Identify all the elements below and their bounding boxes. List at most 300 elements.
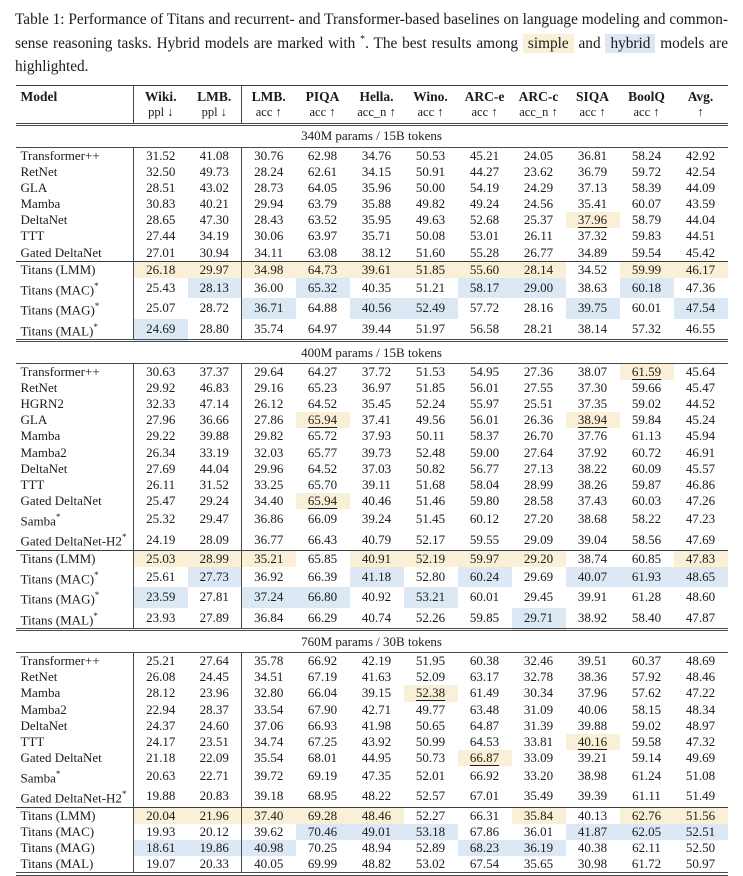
value-cell: 29.82 [254, 428, 284, 444]
value-cell: 66.92 [307, 653, 338, 669]
value-cell: 60.09 [631, 460, 662, 476]
table-row [16, 245, 728, 262]
model-name: RetNet [16, 164, 134, 180]
value-cell: 67.86 [469, 823, 500, 839]
value-cell: 31.39 [523, 717, 554, 733]
col-sublabel: acc_n ↑ [357, 104, 396, 119]
value-cell: 38.63 [577, 279, 608, 295]
col-label: Avg. [687, 88, 714, 104]
table-row [16, 278, 728, 298]
value-cell: 23.96 [188, 685, 242, 701]
value-cell: 37.24 [242, 587, 296, 607]
value-cell: 37.03 [361, 460, 392, 476]
value-cell: 65.85 [296, 550, 350, 567]
value-cell: 25.43 [146, 279, 176, 295]
value-cell: 29.24 [188, 493, 242, 509]
value-cell: 45.64 [685, 364, 716, 380]
col-header-boolq [620, 85, 674, 124]
value-cell: 50.99 [415, 733, 446, 749]
value-cell: 47.87 [685, 609, 716, 625]
value-cell: 46.17 [674, 261, 728, 278]
value-cell: 44.51 [685, 228, 716, 244]
section-title: 760M params / 30B tokens [16, 630, 728, 653]
value-cell: 60.01 [469, 589, 500, 605]
value-cell: 27.69 [146, 460, 176, 476]
value-cell: 58.56 [631, 531, 662, 547]
hybrid-marker: * [94, 569, 99, 580]
value-cell: 34.52 [566, 261, 620, 278]
value-cell: 36.79 [577, 164, 608, 180]
value-cell: 47.36 [685, 279, 716, 295]
section-title: 340M params / 15B tokens [16, 124, 728, 147]
model-name: TTT [16, 477, 134, 493]
value-cell: 32.03 [254, 444, 284, 460]
value-cell: 48.69 [685, 653, 716, 669]
model-name: DeltaNet [16, 212, 134, 228]
col-sublabel: acc ↑ [633, 104, 660, 119]
value-cell: 25.32 [146, 511, 176, 527]
value-cell: 57.72 [469, 300, 500, 316]
value-cell: 29.47 [188, 509, 242, 529]
value-cell: 35.74 [254, 320, 284, 336]
value-cell: 36.01 [523, 823, 554, 839]
value-cell: 61.72 [620, 856, 674, 874]
col-label: SIQA [575, 88, 609, 104]
value-cell: 61.49 [469, 685, 500, 701]
value-cell: 61.93 [620, 567, 674, 587]
value-cell: 39.51 [577, 653, 608, 669]
table-row [16, 824, 728, 840]
value-cell: 44.52 [685, 396, 716, 412]
value-cell: 25.03 [134, 550, 188, 567]
value-cell: 26.11 [146, 476, 176, 492]
value-cell: 31.52 [146, 148, 176, 163]
value-cell: 38.22 [577, 460, 608, 476]
table-row [16, 608, 728, 630]
value-cell: 45.57 [685, 460, 716, 476]
value-cell: 34.76 [361, 148, 392, 163]
value-cell: 59.84 [631, 412, 662, 428]
hybrid-marker: * [55, 511, 61, 522]
value-cell: 61.24 [631, 768, 662, 784]
model-name: Titans (MAL)* [16, 319, 134, 341]
results-table [16, 85, 728, 876]
value-cell: 61.11 [632, 788, 661, 804]
value-cell: 47.35 [361, 768, 392, 784]
value-cell: 46.86 [685, 476, 716, 492]
value-cell: 37.76 [577, 428, 608, 444]
value-cell: 60.38 [469, 653, 500, 669]
value-cell: 25.07 [146, 300, 176, 316]
value-cell: 41.87 [566, 824, 620, 840]
value-cell: 52.89 [415, 839, 446, 855]
col-label: BoolQ [628, 88, 665, 104]
col-header-avg [674, 85, 728, 124]
value-cell: 42.92 [685, 148, 716, 163]
value-cell: 29.00 [512, 278, 566, 298]
value-cell: 66.31 [458, 807, 512, 824]
value-cell: 34.74 [254, 733, 284, 749]
value-cell: 31.52 [188, 477, 242, 493]
value-cell: 27.73 [188, 567, 242, 587]
value-cell: 38.92 [577, 609, 608, 625]
col-label: LMB. [197, 88, 232, 104]
col-sublabel: acc ↑ [255, 104, 282, 119]
value-cell: 61.13 [631, 428, 662, 444]
value-cell: 28.72 [188, 298, 242, 318]
col-sublabel: acc ↑ [417, 104, 444, 119]
value-cell: 39.88 [577, 717, 608, 733]
caption-hybrid-highlight: hybrid [605, 34, 655, 53]
value-cell: 59.87 [631, 476, 662, 492]
col-header-arce [458, 85, 512, 124]
value-cell: 25.51 [523, 396, 554, 412]
value-cell: 68.23 [458, 840, 512, 856]
value-cell: 50.82 [415, 460, 446, 476]
value-cell: 59.14 [631, 749, 662, 765]
value-cell: 60.07 [631, 196, 662, 212]
value-cell: 21.18 [146, 749, 176, 765]
value-cell: 63.79 [307, 196, 338, 212]
model-name: RetNet [16, 669, 134, 685]
value-cell: 66.93 [307, 717, 338, 733]
model-name: Mamba [16, 196, 134, 212]
hybrid-marker: * [94, 590, 100, 601]
table-row [16, 669, 728, 685]
model-name: Transformer++ [16, 148, 134, 165]
value-cell: 26.36 [523, 412, 554, 428]
value-cell: 27.64 [523, 444, 554, 460]
value-cell: 29.97 [188, 261, 242, 278]
value-cell: 39.62 [254, 823, 284, 839]
value-cell: 37.30 [577, 380, 608, 396]
value-cell: 29.64 [254, 364, 284, 380]
col-header-siqa [566, 85, 620, 124]
model-name: Samba* [16, 766, 134, 786]
model-name: Gated DeltaNet [16, 493, 134, 509]
value-cell: 34.89 [577, 244, 608, 260]
value-cell: 30.34 [523, 685, 554, 701]
value-cell: 58.04 [469, 476, 500, 492]
value-cell: 56.58 [469, 320, 500, 336]
value-cell: 40.98 [242, 840, 296, 856]
value-cell: 58.15 [631, 701, 662, 717]
value-cell: 37.43 [577, 492, 608, 508]
caption-simple-highlight: simple [523, 34, 574, 53]
value-cell: 57.62 [631, 685, 662, 701]
value-cell: 66.39 [307, 569, 338, 585]
col-label: ARC-c [518, 88, 559, 104]
value-cell: 42.54 [685, 164, 716, 180]
value-cell: 53.18 [404, 824, 458, 840]
value-cell: 60.72 [631, 444, 662, 460]
value-cell: 50.73 [415, 749, 446, 765]
table-row [16, 180, 728, 196]
value-cell: 60.12 [469, 511, 500, 527]
col-label: Wino. [413, 88, 448, 104]
value-cell: 47.23 [685, 511, 716, 527]
value-cell: 48.65 [674, 567, 728, 587]
value-cell: 59.72 [631, 164, 662, 180]
value-cell: 44.04 [188, 461, 242, 477]
value-cell: 44.04 [685, 212, 716, 228]
value-cell: 50.91 [415, 164, 446, 180]
col-sublabel: acc ↑ [471, 104, 498, 119]
value-cell: 64.97 [307, 320, 338, 336]
model-name: Titans (MAG) [16, 840, 134, 856]
table-row [16, 653, 728, 670]
value-cell: 34.98 [242, 261, 296, 278]
value-cell: 40.16 [566, 734, 620, 750]
model-name: Mamba2 [16, 702, 134, 718]
value-cell: 51.21 [415, 279, 446, 295]
value-cell: 28.37 [188, 702, 242, 718]
value-cell: 29.92 [146, 380, 176, 396]
value-cell: 35.95 [361, 212, 392, 228]
value-cell: 52.17 [415, 531, 446, 547]
value-cell: 29.96 [254, 460, 284, 476]
col-label: Hella. [359, 88, 394, 104]
model-name: Titans (MAL) [16, 856, 134, 874]
value-cell: 40.38 [577, 839, 608, 855]
model-name: Mamba2 [16, 445, 134, 461]
section-title-row [16, 124, 728, 147]
value-cell: 65.70 [307, 476, 338, 492]
value-cell: 35.88 [361, 196, 392, 212]
value-cell: 39.18 [254, 788, 284, 804]
value-cell: 24.37 [146, 717, 176, 733]
value-cell: 52.27 [404, 807, 458, 824]
value-cell: 36.66 [188, 412, 242, 428]
value-cell: 29.20 [512, 550, 566, 567]
value-cell: 39.24 [361, 511, 392, 527]
value-cell: 27.44 [146, 228, 176, 244]
value-cell: 51.95 [415, 653, 446, 669]
value-cell: 49.73 [188, 164, 242, 180]
table-row [16, 396, 728, 412]
value-cell: 59.85 [469, 609, 500, 625]
table-row [16, 529, 728, 550]
value-cell: 39.91 [577, 589, 608, 605]
col-label: LMB. [251, 88, 286, 104]
value-cell: 36.77 [254, 531, 284, 547]
value-cell: 39.75 [566, 298, 620, 318]
value-cell: 40.56 [350, 298, 404, 318]
value-cell: 59.55 [469, 531, 500, 547]
hybrid-marker: * [93, 321, 98, 332]
value-cell: 58.17 [458, 278, 512, 298]
table-row [16, 685, 728, 701]
value-cell: 57.32 [631, 320, 662, 336]
value-cell: 38.94 [566, 412, 620, 428]
value-cell: 34.19 [188, 228, 242, 244]
value-cell: 30.98 [566, 856, 620, 874]
value-cell: 28.21 [523, 320, 554, 336]
value-cell: 62.11 [632, 839, 661, 855]
value-cell: 62.76 [620, 807, 674, 824]
col-header-arcc [512, 85, 566, 124]
value-cell: 51.08 [685, 768, 716, 784]
value-cell: 50.97 [674, 856, 728, 874]
value-cell: 44.09 [685, 180, 716, 196]
value-cell: 36.86 [254, 511, 284, 527]
model-name: Titans (LMM) [16, 807, 134, 824]
value-cell: 50.00 [415, 180, 446, 196]
table-caption [15, 9, 728, 79]
model-name: Titans (MAL)* [16, 608, 134, 630]
value-cell: 47.83 [674, 550, 728, 567]
value-cell: 28.13 [188, 278, 242, 298]
value-cell: 39.15 [361, 685, 392, 701]
value-cell: 30.83 [146, 196, 176, 212]
value-cell: 30.76 [254, 148, 284, 163]
value-cell: 20.12 [188, 824, 242, 840]
value-cell: 66.87 [458, 750, 512, 766]
value-cell: 58.39 [631, 180, 662, 196]
hybrid-marker: * [94, 301, 100, 312]
value-cell: 35.96 [361, 180, 392, 196]
value-cell: 41.63 [361, 669, 392, 685]
hybrid-marker: * [121, 532, 127, 543]
value-cell: 47.26 [685, 492, 716, 508]
value-cell: 40.13 [566, 807, 620, 824]
value-cell: 40.05 [242, 856, 296, 874]
value-cell: 63.48 [469, 701, 500, 717]
table-row [16, 734, 728, 750]
col-label: PIQA [305, 88, 340, 104]
value-cell: 44.95 [361, 749, 392, 765]
value-cell: 38.07 [577, 364, 608, 380]
value-cell: 65.94 [296, 412, 350, 428]
table-row [16, 856, 728, 874]
value-cell: 39.72 [254, 768, 284, 784]
value-cell: 19.93 [146, 823, 176, 839]
table-row [16, 567, 728, 587]
value-cell: 59.80 [469, 492, 500, 508]
value-cell: 63.08 [307, 244, 338, 260]
value-cell: 49.77 [415, 701, 446, 717]
value-cell: 52.50 [685, 839, 716, 855]
value-cell: 60.85 [620, 550, 674, 567]
col-header-lmb [188, 85, 242, 124]
value-cell: 28.99 [188, 550, 242, 567]
value-cell: 52.38 [404, 685, 458, 701]
value-cell: 37.35 [577, 396, 608, 412]
value-cell: 64.52 [307, 460, 338, 476]
col-sublabel: ↑ [697, 104, 704, 119]
value-cell: 48.46 [350, 807, 404, 824]
table-row [16, 412, 728, 428]
value-cell: 51.68 [415, 476, 446, 492]
value-cell: 40.07 [566, 567, 620, 587]
value-cell: 32.50 [146, 164, 176, 180]
model-name: HGRN2 [16, 396, 134, 412]
value-cell: 37.13 [577, 180, 608, 196]
value-cell: 52.26 [415, 609, 446, 625]
value-cell: 52.19 [404, 550, 458, 567]
table-row [16, 380, 728, 396]
value-cell: 53.02 [404, 856, 458, 874]
model-name: GLA [16, 180, 134, 196]
value-cell: 23.62 [523, 164, 554, 180]
value-cell: 24.19 [146, 531, 176, 547]
value-cell: 51.56 [674, 807, 728, 824]
value-cell: 38.74 [566, 550, 620, 567]
model-name: Titans (MAC)* [16, 278, 134, 298]
value-cell: 48.82 [350, 856, 404, 874]
value-cell: 51.53 [415, 364, 446, 380]
table-row [16, 164, 728, 180]
value-cell: 26.12 [254, 396, 284, 412]
caption-asterisk: * [360, 33, 366, 45]
value-cell: 24.60 [188, 718, 242, 734]
value-cell: 52.68 [469, 212, 500, 228]
value-cell: 38.14 [577, 320, 608, 336]
value-cell: 44.27 [469, 164, 500, 180]
value-cell: 21.96 [188, 807, 242, 824]
model-name: Gated DeltaNet-H2* [16, 786, 134, 807]
value-cell: 26.18 [134, 261, 188, 278]
table-row [16, 261, 728, 278]
value-cell: 48.34 [685, 701, 716, 717]
value-cell: 46.55 [685, 320, 716, 336]
value-cell: 26.34 [146, 444, 176, 460]
value-cell: 20.83 [188, 786, 242, 807]
value-cell: 29.69 [523, 569, 554, 585]
value-cell: 35.78 [254, 653, 284, 669]
table-row [16, 319, 728, 341]
value-cell: 60.37 [631, 653, 662, 669]
col-sublabel: acc ↑ [579, 104, 606, 119]
value-cell: 31.09 [523, 701, 554, 717]
value-cell: 32.80 [254, 685, 284, 701]
value-cell: 48.22 [361, 788, 392, 804]
value-cell: 62.05 [620, 824, 674, 840]
value-cell: 51.85 [404, 261, 458, 278]
value-cell: 64.73 [296, 261, 350, 278]
col-header-wiki [134, 85, 188, 124]
value-cell: 37.93 [361, 428, 392, 444]
value-cell: 46.91 [685, 444, 716, 460]
value-cell: 24.45 [188, 669, 242, 685]
value-cell: 64.05 [307, 180, 338, 196]
value-cell: 39.44 [361, 320, 392, 336]
value-cell: 39.88 [188, 428, 242, 444]
model-name: Transformer++ [16, 364, 134, 381]
value-cell: 66.80 [296, 587, 350, 607]
value-cell: 27.55 [523, 380, 554, 396]
table-row [16, 445, 728, 461]
col-label: Wiki. [144, 88, 177, 104]
value-cell: 38.68 [577, 511, 608, 527]
table-row [16, 212, 728, 228]
table-row [16, 148, 728, 165]
value-cell: 35.65 [512, 856, 566, 874]
table-row [16, 807, 728, 824]
value-cell: 40.92 [361, 589, 392, 605]
value-cell: 49.82 [415, 196, 446, 212]
model-name: Titans (LMM) [16, 261, 134, 278]
value-cell: 28.51 [146, 180, 176, 196]
value-cell: 52.51 [674, 824, 728, 840]
value-cell: 23.59 [134, 587, 188, 607]
value-cell: 28.80 [188, 319, 242, 341]
header-row [16, 85, 728, 124]
value-cell: 24.05 [523, 148, 554, 163]
value-cell: 40.74 [361, 609, 392, 625]
value-cell: 59.54 [631, 244, 662, 260]
section-title-row [16, 630, 728, 653]
